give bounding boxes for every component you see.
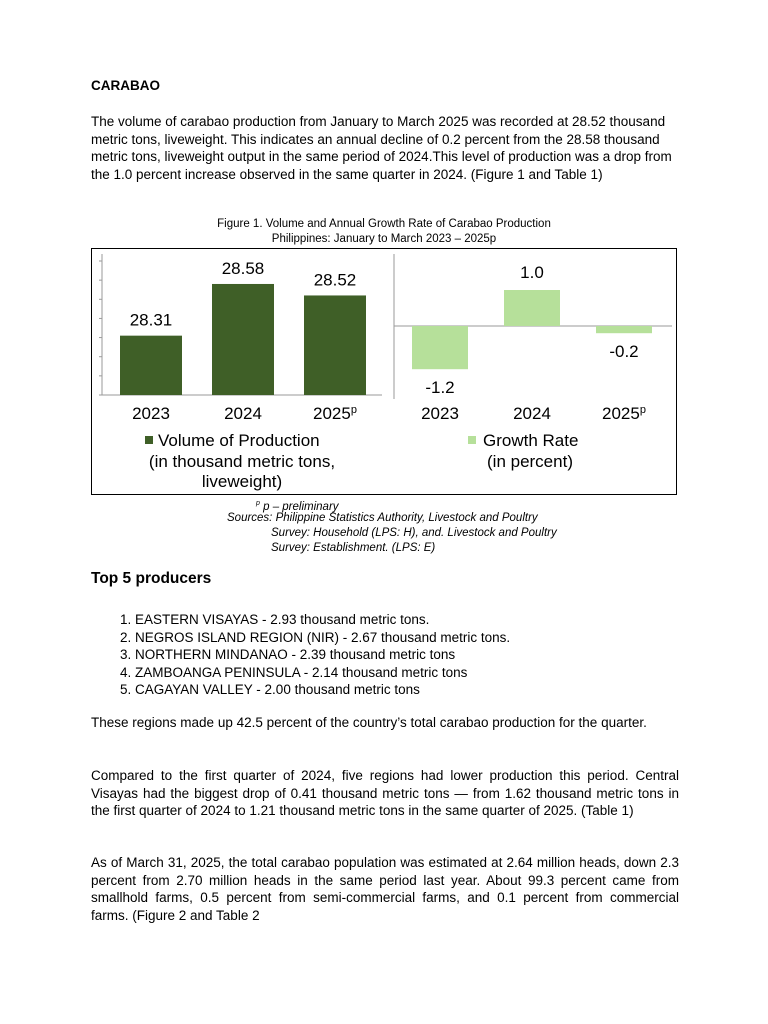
list-item: 3. NORTHERN MINDANAO - 2.39 thousand metric tons <box>135 646 695 664</box>
list-item: 5. CAGAYAN VALLEY - 2.00 thousand metric tons <box>135 681 695 699</box>
growth-value-label: 1.0 <box>520 263 544 282</box>
figure-caption: Figure 1. Volume and Annual Growth Rate of Carabao Production <box>217 218 551 230</box>
volume-legend-unit: (in thousand metric tons, <box>148 452 336 471</box>
growth-category-label: 2023 <box>421 404 459 423</box>
volume-legend-unit-2: liveweight) <box>201 472 283 491</box>
growth-value-label: -1.2 <box>425 378 455 398</box>
growth-legend-unit: (in percent) <box>487 452 573 471</box>
volume-bar <box>304 295 366 395</box>
section-heading: CARABAO <box>91 78 160 93</box>
sources-line-1: Sources: Philippine Statistics Authority, Livestock and Poultry <box>227 512 538 524</box>
growth-legend-label: Growth Rate <box>483 431 579 450</box>
growth-value-label: -0.2 <box>609 342 639 362</box>
volume-bar <box>120 336 182 395</box>
figure-subcaption: Philippines: January to March 2023 – 2025p <box>271 233 497 245</box>
volume-category-label: 2024 <box>224 404 262 423</box>
volume-value-label: 28.52 <box>313 270 357 290</box>
list-item: 4. ZAMBOANGA PENINSULA - 2.14 thousand metric tons <box>135 664 695 682</box>
figure-1-chart <box>91 248 677 495</box>
intro-paragraph: The volume of carabao production from January to March 2025 was recorded at 28.52 thousand metric tons, liveweight. This indicates an annual decline of 0.2 percent from the 28.58 thousand metric tons, liveweight output in the same period of 2024.This level of production was a drop from the 1.0 percent increase observed in the same quarter in 2024. (Figure 1 and Table 1) <box>91 114 672 182</box>
volume-legend-swatch <box>145 436 153 444</box>
volume-legend-label: Volume of Production <box>158 431 320 450</box>
population-paragraph: As of March 31, 2025, the total carabao population was estimated at 2.64 million heads, down 2.3 percent from 2.70 million heads in the same period last year. About 99.3 percent came from smallhold farms, 0.5 percent from semi-commercial farms, and 0.1 percent from commercial farms. (Figure 2 and Table 2 <box>91 855 679 923</box>
producers-title: Top 5 producers <box>91 570 212 587</box>
growth-category-label: 2025$^p$ <box>602 404 646 423</box>
preliminary-note-text: p – preliminary <box>263 500 339 513</box>
producers-list <box>91 611 695 699</box>
growth-bar <box>412 326 468 369</box>
volume-category-label: 2023 <box>132 404 170 423</box>
growth-category-label: 2024 <box>513 404 551 423</box>
volume-bar <box>212 284 274 395</box>
volume-category-label: 2025$^p$ <box>313 404 357 423</box>
figure-1-svg <box>92 249 678 496</box>
share-paragraph: These regions made up 42.5 percent of the country’s total carabao production for the quarter. <box>91 715 647 730</box>
comparison-paragraph: Compared to the first quarter of 2024, five regions had lower production this period. Central Visayas had the biggest drop of 0.41 thousand metric tons — from 1.62 thousand metric tons in the first quarter of 2024 to 1.21 thousand metric tons in the same quarter of 2025. (Table 1) <box>91 768 679 819</box>
list-item: 1. EASTERN VISAYAS - 2.93 thousand metric tons. <box>135 611 695 629</box>
preliminary-note: $^p$ p – preliminary <box>256 500 339 513</box>
growth-legend-swatch <box>468 436 476 444</box>
volume-value-label: 28.31 <box>129 310 173 330</box>
volume-value-label: 28.58 <box>221 258 265 278</box>
growth-bar <box>596 326 652 333</box>
sources-line-3: Survey: Establishment. (LPS: E) <box>271 542 436 554</box>
growth-bar <box>504 290 560 326</box>
sources-line-2: Survey: Household (LPS: H), and. Livestock and Poultry <box>271 527 557 539</box>
list-item: 2. NEGROS ISLAND REGION (NIR) - 2.67 thousand metric tons. <box>135 629 695 647</box>
